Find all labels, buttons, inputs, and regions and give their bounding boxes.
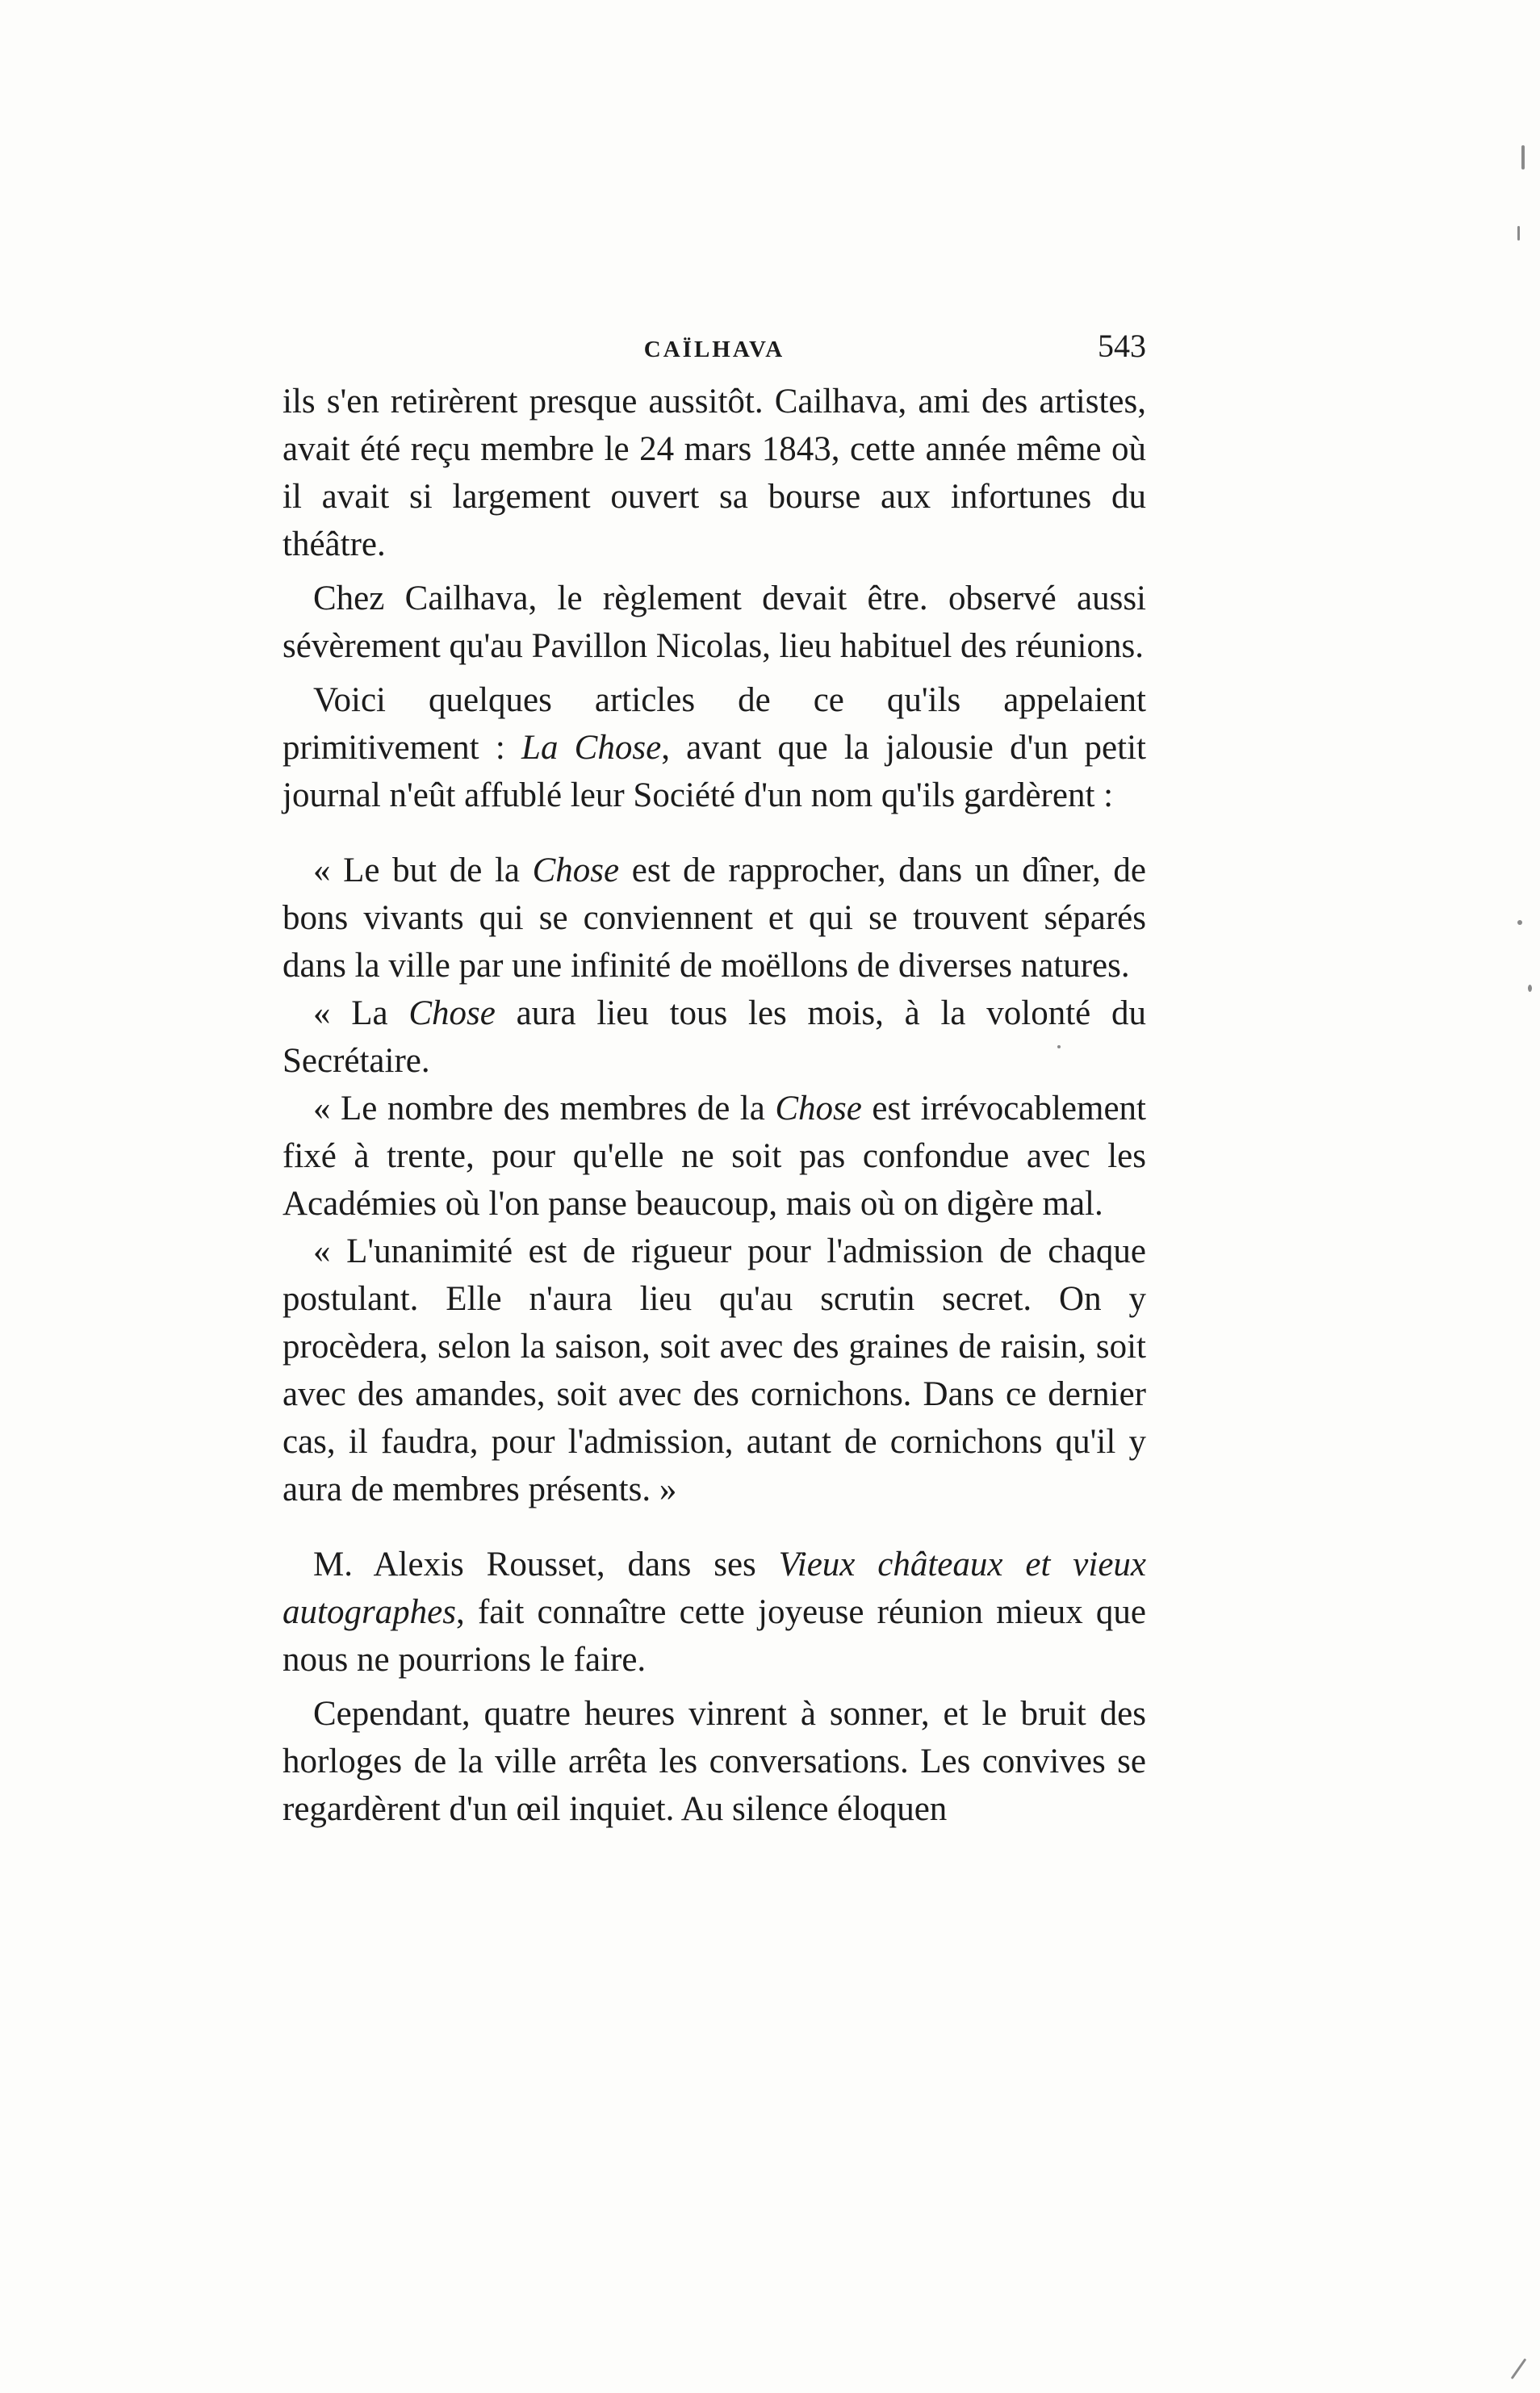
scan-speck (1528, 985, 1532, 992)
article-nombre: « Le nombre des membres de la Chose est irrévocablement fixé à trente, pour qu'elle ne soit pas confondue avec les Académies où l'on panse beaucoup, mais où on digère mal. (282, 1090, 1146, 1223)
italic-chose: Chose (408, 994, 496, 1032)
scan-speck (1517, 920, 1522, 925)
scan-mark (1517, 226, 1520, 241)
paragraph-rousset: M. Alexis Rousset, dans ses Vieux châteaux et vieux autographes, fait connaître cette joyeuse réunion mieux que nous ne pourrions le faire. (282, 1546, 1146, 1679)
body-text (282, 378, 1146, 1833)
running-title: CAÏLHAVA (643, 337, 785, 362)
italic-book-title: Vieux châteaux et vieux autographes (282, 1546, 1146, 1631)
italic-chose: Chose (775, 1090, 862, 1127)
article-lieu: « La Chose aura lieu tous les mois, à la volonté du Secrétaire. (282, 994, 1146, 1080)
article-unanimite: « L'unanimité est de rigueur pour l'admission de chaque postulant. Elle n'aura lieu qu'au scrutin secret. On y procèdera, selon la saison, soit avec des graines de raisin, soit avec des amandes, soit avec des cornichons. Dans ce dernier cas, il faudra, pour l'admission, autant de cornichons qu'il y aura de membres présents. » (282, 1232, 1146, 1508)
running-head (282, 327, 1146, 375)
scan-mark (1521, 145, 1525, 169)
italic-title: La Chose (521, 729, 662, 767)
paragraph-articles-intro: Voici quelques articles de ce qu'ils appelaient primitivement : La Chose, avant que la jalousie d'un petit journal n'eût affublé leur Société d'un nom qu'ils gardèrent : (282, 681, 1146, 814)
italic-chose: Chose (532, 851, 620, 889)
scan-speck (1057, 1045, 1061, 1048)
paragraph-continuation: ils s'en retirèrent presque aussitôt. Cailhava, ami des artistes, avait été reçu membre le 24 mars 1843, cette année même où il avait si largement ouvert sa bourse aux infortunes du théâtre. (282, 383, 1146, 563)
page-number: 543 (1098, 328, 1146, 364)
paragraph-cependant: Cependant, quatre heures vinrent à sonner, et le bruit des horloges de la ville arrêta les conversations. Les convives se regardèrent d'un œil inquiet. Au silence éloquen (282, 1695, 1146, 1828)
article-but: « Le but de la Chose est de rapprocher, dans un dîner, de bons vivants qui se conviennent et qui se trouvent séparés dans la ville par une infinité de moëllons de diverses natures. (282, 851, 1146, 985)
paragraph-reglement: Chez Cailhava, le règlement devait être. observé aussi sévèrement qu'au Pavillon Nicolas, lieu habituel des réunions. (282, 579, 1146, 665)
scan-mark (1511, 2358, 1527, 2379)
